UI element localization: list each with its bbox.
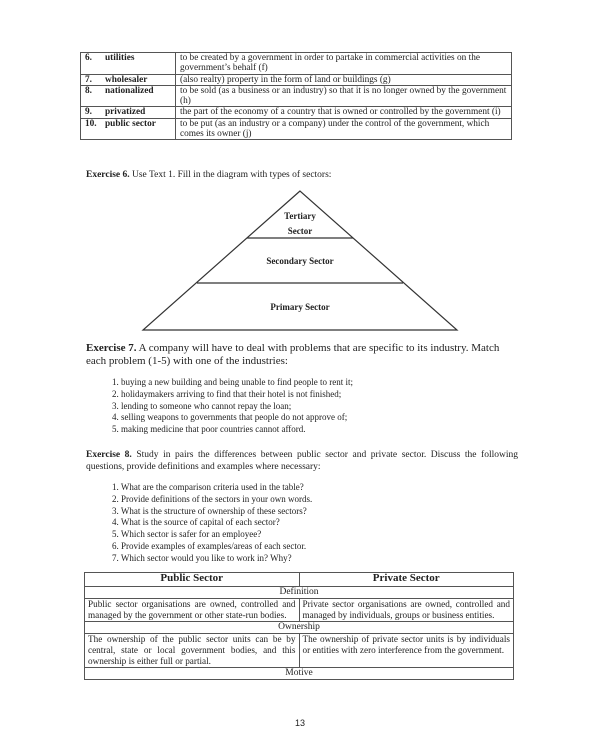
section-title: Motive (85, 668, 514, 680)
exercise-label: Exercise 7. (86, 342, 137, 354)
sector-comparison-table (84, 572, 514, 680)
vocabulary-table (80, 52, 512, 140)
sector-pyramid-diagram (140, 190, 460, 332)
exercise-6-heading (86, 169, 516, 181)
list-item: 2. Provide definitions of the sectors in your own words. (112, 493, 313, 504)
table-row (81, 107, 512, 118)
list-item: 5. making medicine that poor countries cannot afford. (112, 424, 306, 435)
table-row (81, 118, 512, 140)
secondary-sector-label: Secondary Sector (266, 256, 334, 266)
private-cell: The ownership of private sector units is by individuals or entities with zero interference from the government. (299, 634, 514, 668)
page-number: 13 (294, 718, 305, 728)
list-item: 4. selling weapons to governments that people do not approve of; (112, 412, 348, 423)
section-title: Definition (85, 587, 514, 599)
table-row (85, 599, 514, 622)
table-header-row (85, 573, 514, 587)
row-number: 6. (85, 53, 92, 63)
tertiary-label-2: Sector (287, 226, 313, 236)
exercise-8-list (112, 482, 512, 565)
exercise-7-list (112, 377, 512, 436)
list-item: 1. What are the comparison criteria used in the table? (112, 482, 304, 492)
list-item: 7. Which sector would you like to work in? Why? (112, 552, 292, 563)
definition: to be put (as an industry or a company) under the control of the government, which comes its owner (j) (176, 118, 512, 140)
exercise-text: Study in pairs the differences between public sector and private sector. Discuss the following questions, provide definitions and examples where necessary: (86, 450, 518, 472)
exercise-7-heading (86, 342, 518, 368)
list-item: 2. holidaymakers arriving to find that their hotel is not finished; (112, 388, 342, 399)
tertiary-label-1: Tertiary (284, 211, 316, 221)
list-item: 5. Which sector is safer for an employee? (112, 529, 262, 540)
column-header-private: Private Sector (299, 573, 514, 587)
section-row (85, 587, 514, 599)
table-row (81, 53, 512, 75)
exercise-text: Use Text 1. Fill in the diagram with types of sectors: (129, 170, 332, 180)
section-title: Ownership (85, 622, 514, 634)
table-row (81, 74, 512, 85)
table-row (81, 85, 512, 107)
row-number: 8. (85, 85, 92, 96)
list-item: 3. lending to someone who cannot repay the loan; (112, 400, 292, 411)
exercise-text: A company will have to deal with problems that are specific to its industry. Match each problem (1-5) with one of the industries: (86, 342, 500, 367)
table-row (85, 634, 514, 668)
row-number: 9. (85, 107, 92, 118)
definition: (also realty) property in the form of land or buildings (g) (176, 74, 512, 85)
exercise-label: Exercise 8. (86, 450, 132, 460)
term: privatized (105, 107, 146, 118)
list-item: 1. buying a new building and being unable to find people to rent it; (112, 377, 353, 387)
term: utilities (105, 53, 135, 63)
list-item: 3. What is the structure of ownership of these sectors? (112, 505, 307, 516)
column-header-public: Public Sector (85, 573, 300, 587)
list-item: 4. What is the source of capital of each sector? (112, 517, 280, 528)
section-row (85, 668, 514, 680)
public-cell: The ownership of the public sector units can be by central, state or local government bodies, and this ownership is either full or partial. (85, 634, 300, 668)
exercise-label: Exercise 6. (86, 170, 130, 180)
definition: to be created by a government in order to partake in commercial activities on the government’s behalf (f) (176, 53, 512, 75)
term: nationalized (105, 85, 154, 96)
term: public sector (105, 118, 156, 129)
term: wholesaler (105, 74, 148, 85)
definition: the part of the economy of a country that is owned or controlled by the government (i) (176, 107, 512, 118)
primary-sector-label: Primary Sector (270, 302, 330, 312)
section-row (85, 622, 514, 634)
private-cell: Private sector organisations are owned, controlled and managed by individuals, groups or business entities. (299, 599, 514, 622)
exercise-8-heading (86, 449, 518, 473)
definition: to be sold (as a business or an industry) so that it is no longer owned by the government (h) (176, 85, 512, 107)
list-item: 6. Provide examples of examples/areas of each sector. (112, 540, 307, 551)
public-cell: Public sector organisations are owned, controlled and managed by the government or other state-run bodies. (85, 599, 300, 622)
row-number: 10. (85, 118, 97, 129)
row-number: 7. (85, 74, 92, 85)
